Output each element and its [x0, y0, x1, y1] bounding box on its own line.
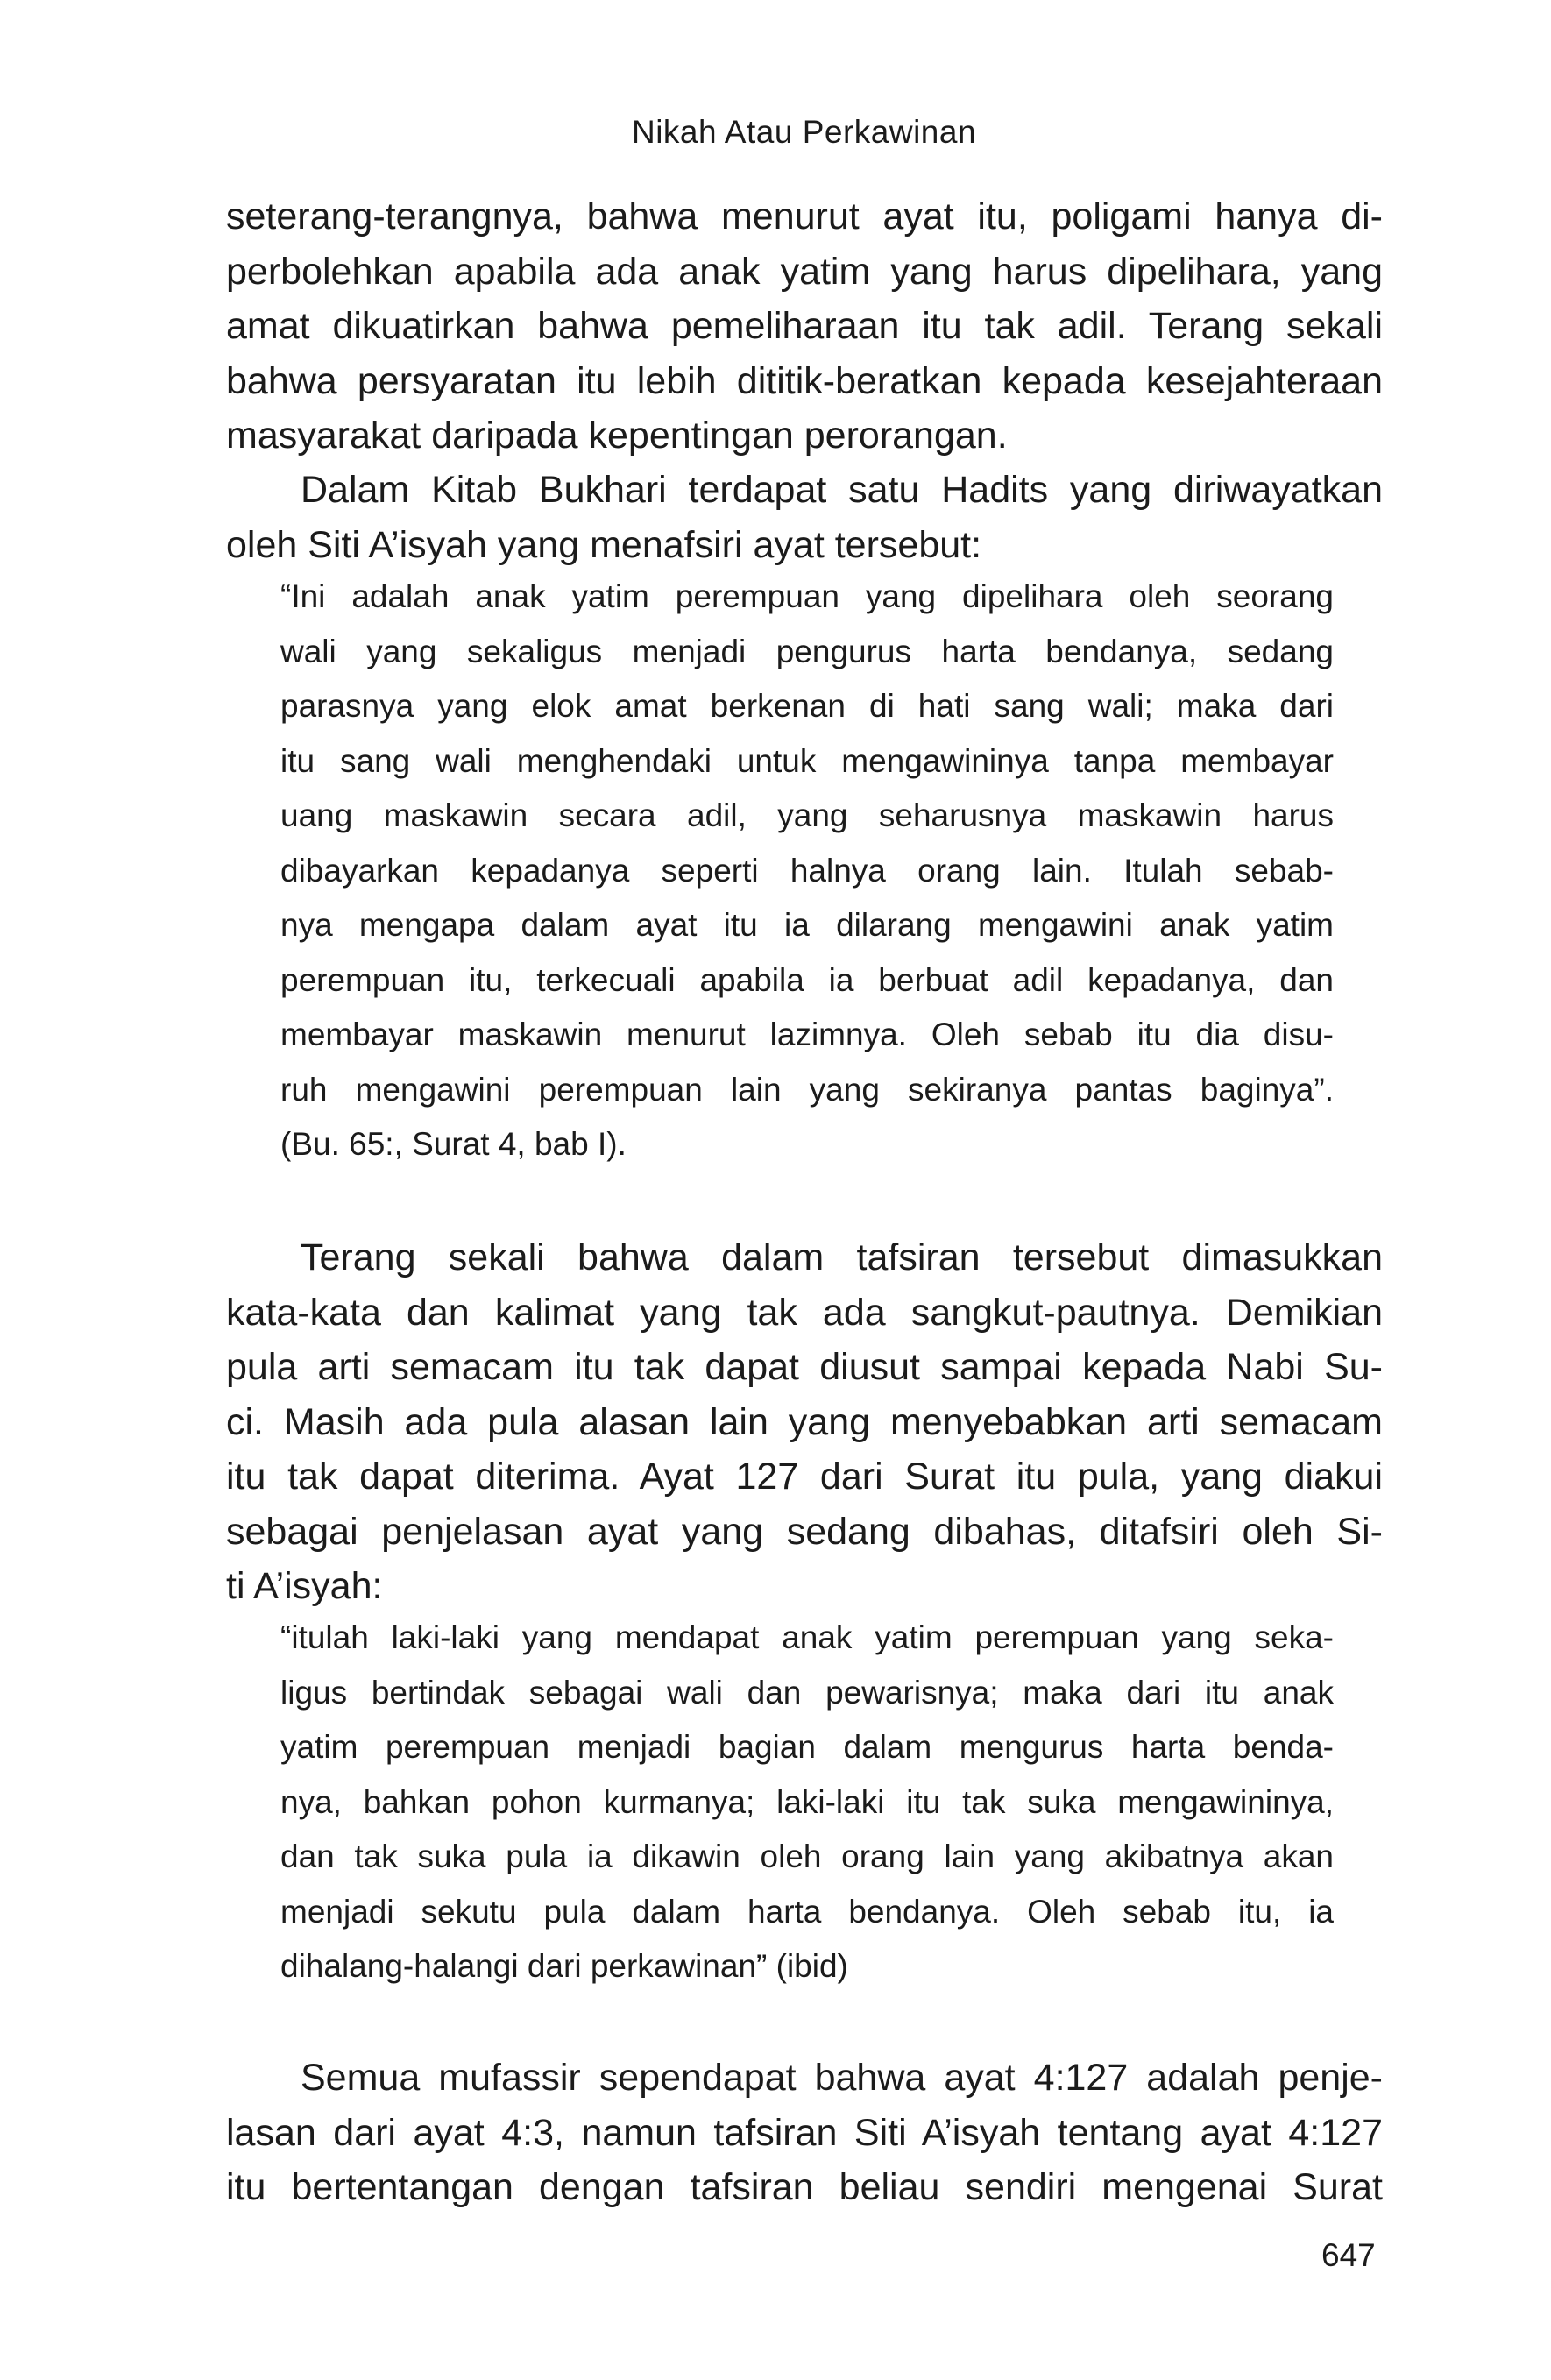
text-line: Terang sekali bahwa dalam tafsiran tersebut dimasukkan: [301, 1236, 1383, 1279]
quote-line: itu sang wali menghendaki untuk mengawininya tanpa membayar: [280, 742, 1334, 779]
quote-line: nya, bahkan pohon kurmanya; laki-laki itu tak suka mengawininya,: [280, 1783, 1334, 1820]
text-line: sebagai penjelasan ayat yang sedang dibahas, ditafsiri oleh Si-: [226, 1510, 1383, 1553]
quote-line: dihalang-halangi dari perkawinan” (ibid): [280, 1948, 848, 1984]
paragraph-analysis: [226, 1230, 1383, 1614]
block-quote-ayat-127: [280, 1611, 1334, 1994]
quote-line: uang maskawin secara adil, yang seharusnya maskawin harus: [280, 797, 1334, 833]
text-line: Semua mufassir sependapat bahwa ayat 4:127 adalah penje-: [301, 2057, 1383, 2099]
quote-line: membayar maskawin menurut lazimnya. Oleh sebab itu dia disu-: [280, 1016, 1334, 1052]
quote-line: dibayarkan kepadanya seperti halnya orang lain. Itulah sebab-: [280, 852, 1334, 889]
paragraph-continuation: [226, 189, 1383, 464]
text-line: ci. Masih ada pula alasan lain yang menyebabkan arti semacam: [226, 1400, 1383, 1443]
text-line: Dalam Kitab Bukhari terdapat satu Hadits yang diriwayatkan: [301, 469, 1383, 511]
text-line: kata-kata dan kalimat yang tak ada sangkut-pautnya. Demikian: [226, 1291, 1383, 1334]
quote-citation: (Bu. 65:, Surat 4, bab I).: [280, 1126, 627, 1162]
quote-line: dan tak suka pula ia dikawin oleh orang lain yang akibatnya akan: [280, 1838, 1334, 1874]
paragraph-mufassir: [226, 2051, 1383, 2215]
text-line: amat dikuatirkan bahwa pemeliharaan itu tak adil. Terang sekali: [226, 305, 1383, 347]
text-line: perbolehkan apabila ada anak yatim yang harus dipelihara, yang: [226, 250, 1383, 293]
quote-line: “Ini adalah anak yatim perempuan yang dipelihara oleh seorang: [280, 578, 1334, 614]
quote-line: yatim perempuan menjadi bagian dalam mengurus harta benda-: [280, 1729, 1334, 1765]
text-line: seterang-terangnya, bahwa menurut ayat itu, poligami hanya di-: [226, 195, 1383, 237]
quote-line: menjadi sekutu pula dalam harta bendanya. Oleh sebab itu, ia: [280, 1893, 1334, 1930]
quote-line: wali yang sekaligus menjadi pengurus harta bendanya, sedang: [280, 633, 1334, 669]
block-quote-hadith: [280, 570, 1334, 1172]
quote-line: parasnya yang elok amat berkenan di hati sang wali; maka dari: [280, 688, 1334, 724]
text-line: lasan dari ayat 4:3, namun tafsiran Siti A’isyah tentang ayat 4:127: [226, 2111, 1383, 2154]
quote-line: ligus bertindak sebagai wali dan pewarisnya; maka dari itu anak: [280, 1674, 1334, 1711]
text-line: ti A’isyah:: [226, 1565, 383, 1607]
text-line: itu tak dapat diterima. Ayat 127 dari Surat itu pula, yang diakui: [226, 1456, 1383, 1498]
page-number: 647: [1321, 2237, 1376, 2273]
text-line: masyarakat daripada kepentingan perorangan.: [226, 414, 1008, 457]
quote-line: “itulah laki-laki yang mendapat anak yatim perempuan yang seka-: [280, 1619, 1334, 1655]
text-line: pula arti semacam itu tak dapat diusut sampai kepada Nabi Su-: [226, 1346, 1383, 1388]
quote-line: perempuan itu, terkecuali apabila ia berbuat adil kepadanya, dan: [280, 961, 1334, 998]
paragraph-bukhari-intro: [226, 463, 1383, 572]
quote-line: nya mengapa dalam ayat itu ia dilarang mengawini anak yatim: [280, 907, 1334, 943]
text-line: bahwa persyaratan itu lebih dititik-beratkan kepada kesejahteraan: [226, 359, 1383, 402]
running-header: Nikah Atau Perkawinan: [631, 114, 977, 150]
text-line: itu bertentangan dengan tafsiran beliau sendiri mengenai Surat: [226, 2166, 1383, 2208]
quote-line: ruh mengawini perempuan lain yang sekiranya pantas baginya”.: [280, 1071, 1334, 1108]
text-line: oleh Siti A’isyah yang menafsiri ayat tersebut:: [226, 523, 982, 566]
